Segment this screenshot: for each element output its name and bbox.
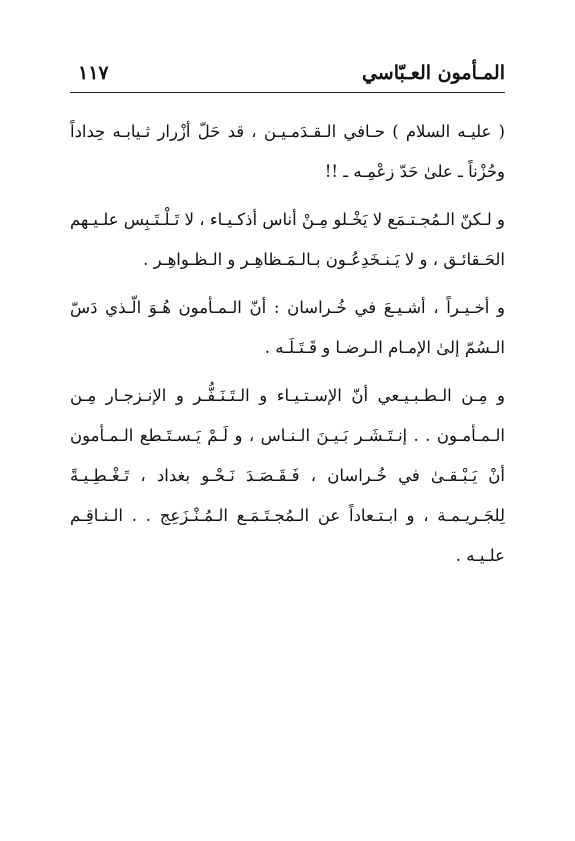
page-number: ١١٧: [78, 62, 109, 84]
paragraph-3: و أخـيـراً ، أشـيـعَ في خُـراسان : أنّ الـمـأمون هُـوَ الّـذي دَسّ الـسُمّ إلىٰ الإمـام الـرضـا و قَـتَـلَـه .: [70, 298, 505, 357]
paragraph-4: و مِـن الـطـبـيـعي أنّ الإسـتـيـاء و الـتَـنَـفُّـر و الإنـزجـار مِـن الـمـأمـون . . إنـتَـشَـر بَـيـنَ الـنـاس ، و لَـمْ يَـسـتَـطع الـمـأمون أنْ يَـبْـقـىٰ في خُـراسان ، فَـقَـصَـدَ نَـحْـو بغداد ، تَـغْـطِـيـةً لِلجَـريـمـة ، و ابـتـعاداً عن الـمُجـتَـمَـع الـمُـنْـزَعِج . . الـنـاقِـم علـيـه .: [70, 386, 505, 565]
header-divider: [70, 92, 505, 93]
body-text: [70, 112, 505, 584]
running-title: المـأمون العـبّاسي: [361, 62, 505, 84]
paragraph-2: و لـكنّ الـمُجـتـمَع لا يَخْـلو مِـنْ أناس أذكـيـاء ، لا تَـلْـتَـبِس علـيـهم الحَـقائـق ، و لا يَـنـخَدِعُـون بـالـمَـظاهِـر و الـظـواهِـر .: [70, 210, 505, 269]
paragraph-1: ( عليـه السلام ) حـافي الـقـدَمـيـن ، قد حَلّ أزْرار ثـيابـه حِداداً وحُزْناً ـ علىٰ حَدّ زعْمِـه ـ !!: [70, 122, 505, 181]
page-header: [70, 62, 505, 88]
